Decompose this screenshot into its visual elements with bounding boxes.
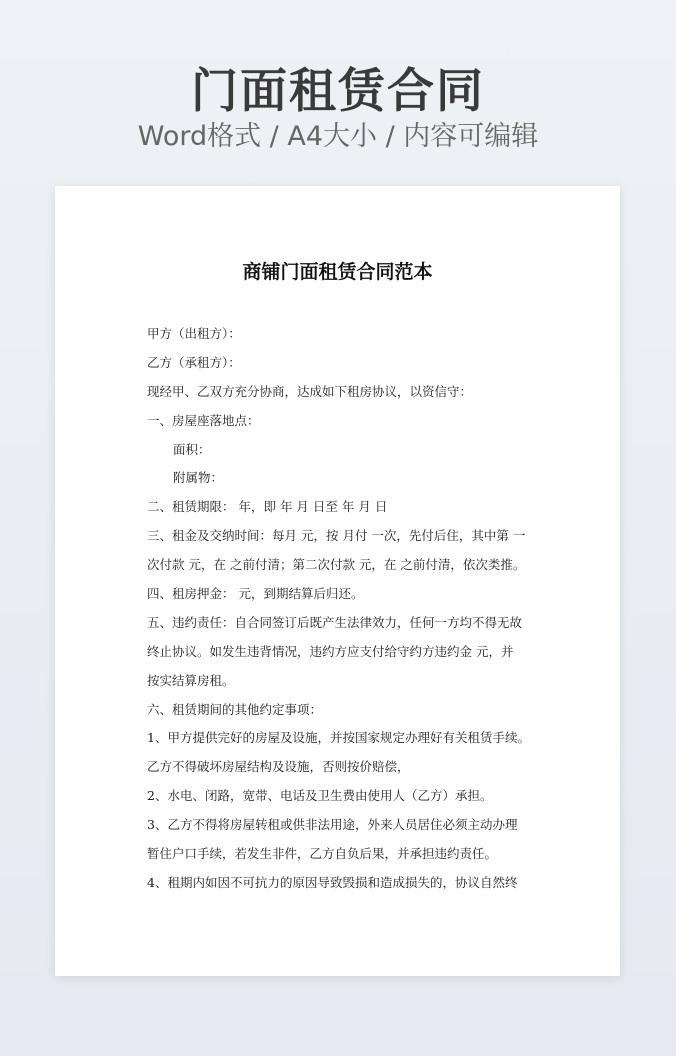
document-line: 甲方（出租方）： (147, 326, 241, 341)
document-line: 四、租房押金： 元，到期结算后归还。 (147, 586, 364, 602)
document-line: 暂住户口手续，若发生非件，乙方自负后果，并承担违约责任。 (147, 846, 498, 862)
document-line: 4、租期内如因不可抗力的原因导致毁损和造成损失的，协议自然终 (147, 874, 518, 890)
document-line: 次付款 元，在 之前付清；第二次付款 元，在 之前付清，依次类推。 (147, 557, 526, 573)
document-line: 按实结算房租。 (147, 672, 235, 688)
banner-title: 门面租赁合同 (191, 64, 485, 119)
document-line: 附属物： (173, 470, 224, 486)
document-title: 商铺门面租赁合同范本 (242, 261, 433, 283)
document-line: 六、租赁期间的其他约定事项： (147, 701, 323, 717)
document-line: 三、租金及交纳时间：每月 元，按 月付 一次，先付后住，其中第 一 (147, 528, 526, 544)
document-line: 面积： (173, 441, 211, 457)
document-line: 3、乙方不得将房屋转租或供非法用途，外来人员居住必须主动办理 (147, 817, 518, 833)
document-line: 一、房屋座落地点： (147, 412, 260, 428)
document-line: 现经甲、乙双方充分协商，达成如下租房协议，以资信守： (147, 383, 473, 399)
document-line: 乙方（承租方）： (147, 354, 241, 370)
document-line: 1、甲方提供完好的房屋及设施，并按国家规定办理好有关租赁手续。 (147, 730, 530, 746)
document-line: 2、水电、闭路，宽带、电话及卫生费由使用人（乙方）承担。 (147, 788, 493, 804)
document-line: 五、违约责任：自合同签订后既产生法律效力，任何一方均不得无故 (147, 614, 523, 630)
banner-subtitle: Word格式 / A4大小 / 内容可编辑 (137, 121, 539, 152)
document-line: 终止协议。如发生违背情况，违约方应支付给守约方违约金 元，并 (147, 643, 514, 659)
document-line: 二、租赁期限： 年，即 年 月 日至 年 月 日 (147, 499, 388, 515)
document-body (147, 320, 532, 898)
document-line: 乙方不得破坏房屋结构及设施，否则按价赔偿， (147, 759, 410, 775)
header-banner (0, 0, 676, 186)
